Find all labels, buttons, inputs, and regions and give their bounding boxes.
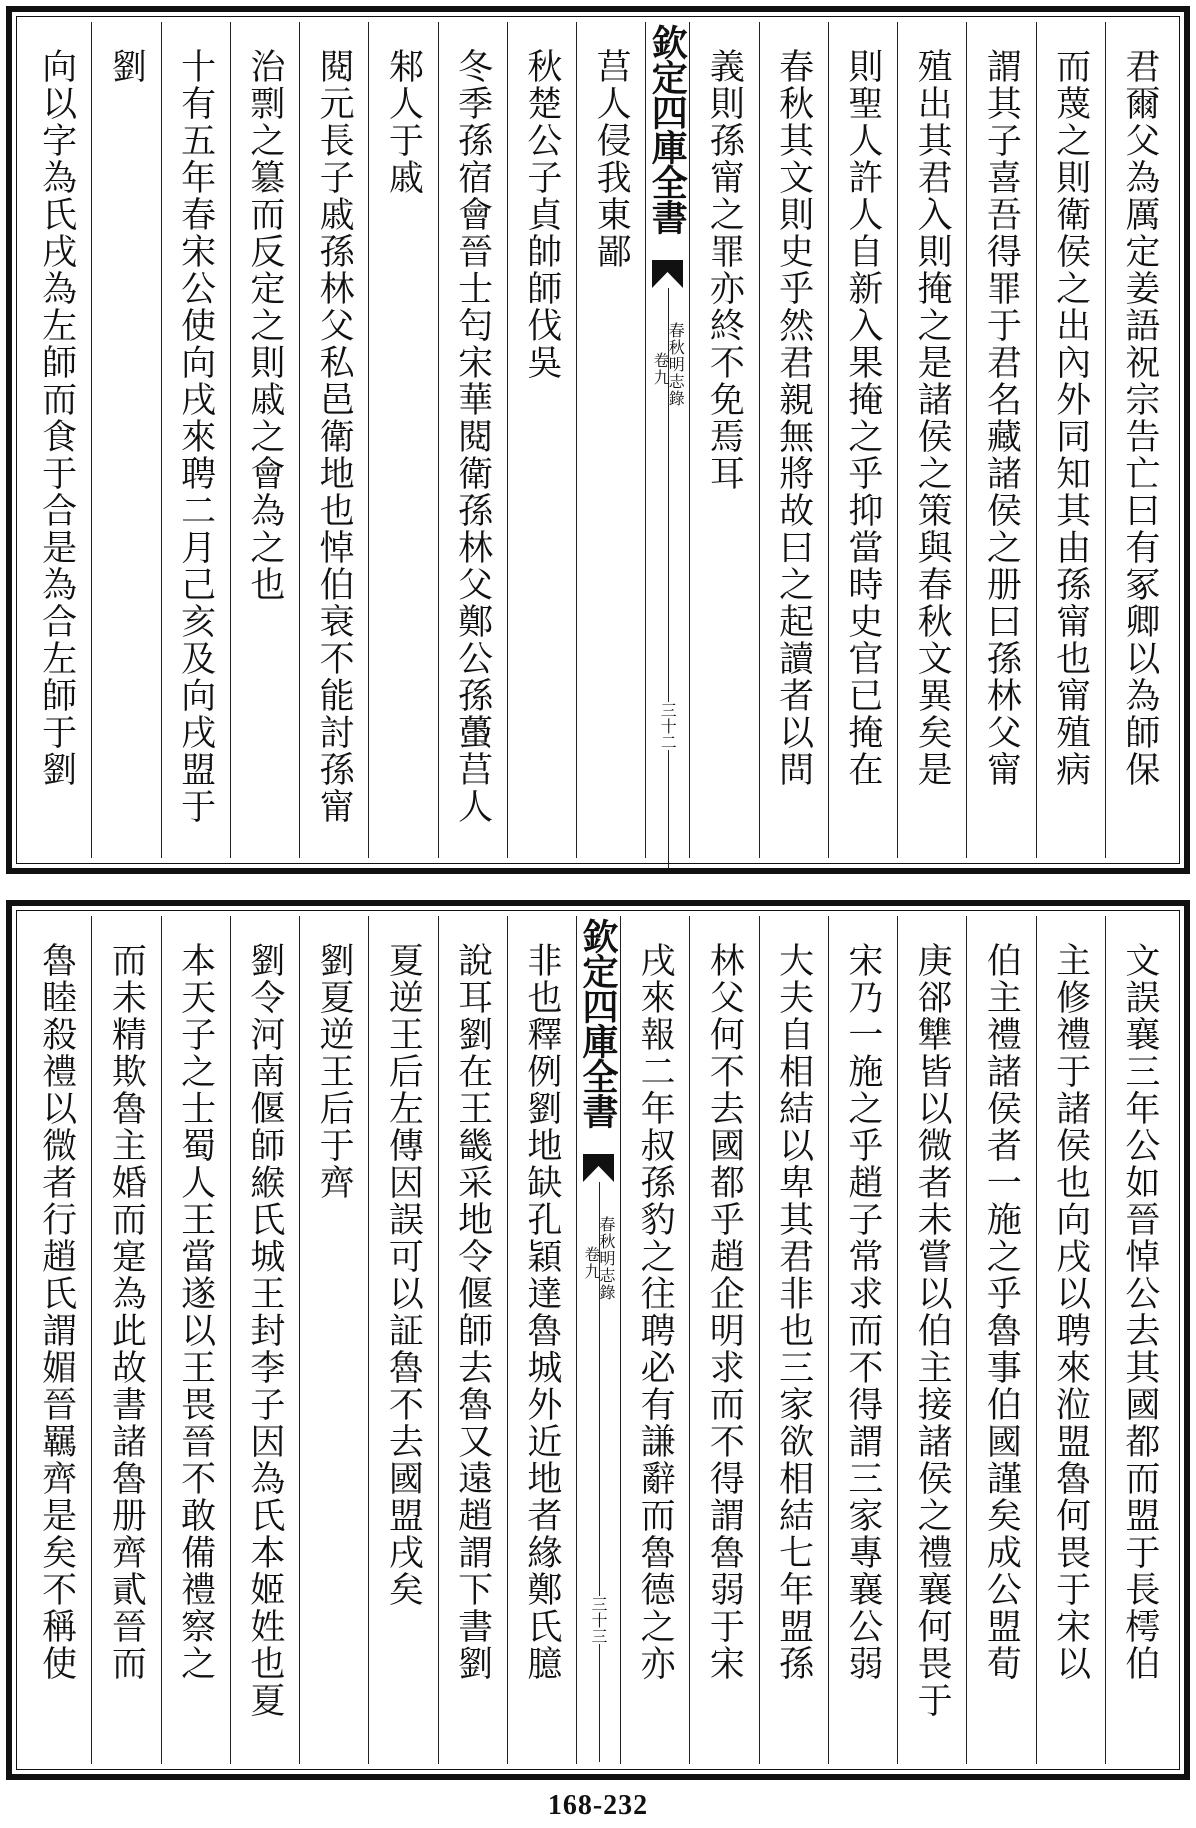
book-title: 春秋明志錄 bbox=[666, 322, 686, 407]
bottom-page-panel bbox=[6, 900, 1190, 1780]
text-column bbox=[230, 22, 299, 858]
text-column bbox=[161, 916, 230, 1764]
text-column bbox=[1105, 916, 1174, 1764]
column-text: 非也釋例劉地缺孔穎達魯城外近地者緣鄭氏臆 bbox=[521, 942, 562, 1682]
collection-title: 欽定四庫全書 bbox=[646, 24, 689, 234]
column-text: 伯主禮諸侯者一施之乎魯事伯國謹矣成公盟荀 bbox=[981, 942, 1022, 1682]
column-text: 主修禮于諸侯也向戌以聘來涖盟魯何畏于宋以 bbox=[1050, 942, 1091, 1682]
column-text: 治剽之簒而反定之則戚之會為之也 bbox=[244, 48, 285, 603]
folio-number: 三十二 bbox=[658, 702, 678, 750]
folio-number: 三十三 bbox=[589, 1596, 608, 1644]
center-banner bbox=[645, 22, 689, 858]
text-column bbox=[507, 916, 576, 1764]
fishtail-mark-icon bbox=[583, 1154, 614, 1182]
text-column bbox=[230, 916, 299, 1764]
volume-label: 卷九 bbox=[651, 352, 671, 386]
column-text: 春秋其文則史乎然君親無將故曰之起讀者以問 bbox=[773, 48, 814, 788]
text-column bbox=[22, 916, 91, 1764]
text-column bbox=[299, 916, 368, 1764]
book-title: 春秋明志錄 bbox=[597, 1216, 616, 1301]
column-text: 戌來報二年叔孫豹之往聘必有謙辭而魯德之亦 bbox=[635, 942, 676, 1682]
column-text: 夏逆王后左傳因誤可以証魯不去國盟戌矣 bbox=[383, 942, 424, 1608]
column-text: 謂其子喜吾得罪于君名藏諸侯之册曰孫林父甯 bbox=[981, 48, 1022, 788]
text-column bbox=[689, 916, 758, 1764]
text-column bbox=[161, 22, 230, 858]
fishtail-mark-icon bbox=[652, 260, 683, 288]
column-text: 義則孫甯之罪亦終不免焉耳 bbox=[704, 48, 745, 492]
text-column bbox=[759, 22, 828, 858]
text-column bbox=[759, 916, 828, 1764]
text-column bbox=[897, 916, 966, 1764]
text-column bbox=[966, 22, 1035, 858]
column-text: 向以字為氏戌為左師而食于合是為合左師于劉 bbox=[36, 48, 77, 788]
column-text: 宋乃一施之乎趙子常求而不得謂三家專襄公弱 bbox=[842, 942, 883, 1682]
column-text: 秋楚公子貞帥師伐吳 bbox=[521, 48, 562, 381]
column-text: 庚郤犨皆以微者未嘗以伯主接諸侯之禮襄何畏于 bbox=[912, 942, 953, 1719]
text-column bbox=[1036, 916, 1105, 1764]
column-text: 閱元長子戚孫林父私邑衛地也悼伯衰不能討孫甯 bbox=[314, 48, 355, 825]
center-banner bbox=[576, 916, 620, 1764]
column-text: 冬季孫宿會晉士匄宋華閱衛孫林父鄭公孫蠆莒人 bbox=[452, 48, 493, 825]
collection-title: 欽定四庫全書 bbox=[577, 918, 619, 1128]
text-column bbox=[91, 22, 160, 858]
column-text: 魯睦殺禮以微者行趙氏謂媚晉羈齊是矣不稱使 bbox=[36, 942, 77, 1682]
text-column bbox=[620, 916, 689, 1764]
column-text: 劉令河南偃師緱氏城王封李子因為氏本姬姓也夏 bbox=[244, 942, 285, 1719]
text-column bbox=[1105, 22, 1174, 858]
volume-label: 卷九 bbox=[582, 1246, 601, 1280]
column-text: 劉夏逆王后于齊 bbox=[314, 942, 355, 1201]
text-column bbox=[368, 916, 437, 1764]
column-text: 而蔑之則衛侯之出內外同知其由孫甯也甯殖病 bbox=[1050, 48, 1091, 788]
column-text: 說耳劉在王畿采地令偃師去魯又遠趙謂下書劉 bbox=[452, 942, 493, 1682]
column-text: 君爾父為厲定姜語祝宗告亡曰有冢卿以為師保 bbox=[1119, 48, 1160, 788]
column-text: 殖出其君入則掩之是諸侯之策與春秋文異矣是 bbox=[912, 48, 953, 788]
text-column bbox=[438, 22, 507, 858]
top-page-panel bbox=[6, 6, 1190, 874]
column-text: 文誤襄三年公如晉悼公去其國都而盟于長樗伯 bbox=[1119, 942, 1160, 1682]
column-text: 而未精欺魯主婚而寔為此故書諸魯册齊貳晉而 bbox=[106, 942, 147, 1682]
text-column bbox=[966, 916, 1035, 1764]
text-column bbox=[689, 22, 758, 858]
text-column bbox=[22, 22, 91, 858]
text-column bbox=[507, 22, 576, 858]
column-text: 莒人侵我東鄙 bbox=[591, 48, 632, 270]
column-text: 大夫自相結以卑其君非也三家欲相結七年盟孫 bbox=[773, 942, 814, 1682]
text-column bbox=[438, 916, 507, 1764]
column-text: 邾人于戚 bbox=[383, 48, 424, 196]
text-column bbox=[576, 22, 645, 858]
text-column bbox=[91, 916, 160, 1764]
text-column bbox=[897, 22, 966, 858]
page-footer-number: 168-232 bbox=[547, 1790, 649, 1821]
column-text: 劉 bbox=[106, 48, 147, 85]
column-text: 本天子之士蜀人王當遂以王畏晉不敢備禮察之 bbox=[175, 942, 216, 1682]
text-column bbox=[828, 22, 897, 858]
column-text: 十有五年春宋公使向戌來聘二月己亥及向戌盟于 bbox=[175, 48, 216, 825]
text-column bbox=[828, 916, 897, 1764]
column-text: 則聖人許人自新入果掩之乎抑當時史官已掩在 bbox=[842, 48, 883, 788]
text-column bbox=[299, 22, 368, 858]
column-text: 林父何不去國都乎趙企明求而不得謂魯弱于宋 bbox=[704, 942, 745, 1682]
text-column bbox=[1036, 22, 1105, 858]
text-column bbox=[368, 22, 437, 858]
